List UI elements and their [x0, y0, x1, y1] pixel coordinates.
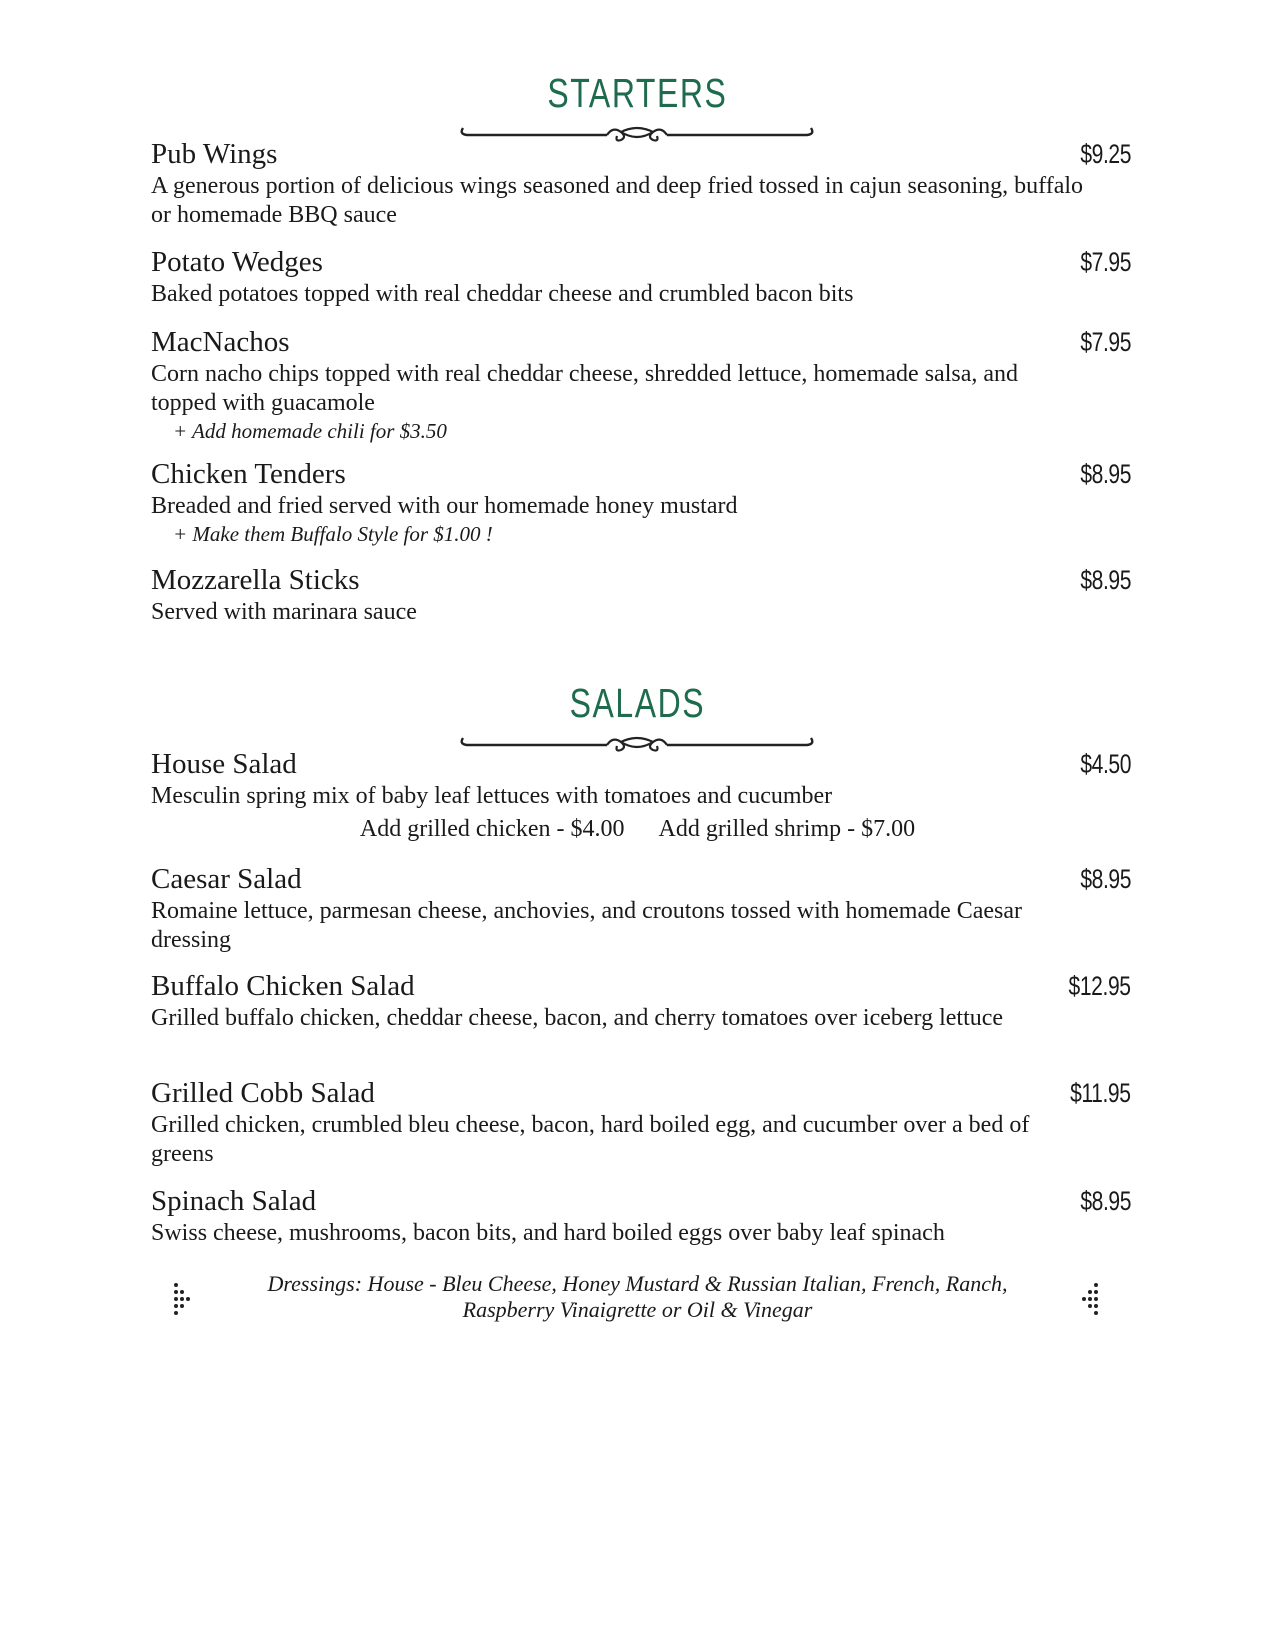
item-description: Grilled chicken, crumbled bleu cheese, bacon, hard boiled egg, and cucumber over a bed of greens	[151, 1112, 1030, 1167]
salads-title: SALADS	[569, 680, 706, 726]
item-price: $4.50	[1080, 749, 1131, 779]
item-description: Baked potatoes topped with real cheddar cheese and crumbled bacon bits	[151, 281, 854, 307]
item-description: Mesculin spring mix of baby leaf lettuces with tomatoes and cucumber	[151, 783, 833, 809]
item-price: $7.95	[1080, 327, 1131, 357]
item-name: Mozzarella Sticks	[151, 564, 360, 596]
menu-item	[151, 863, 1131, 955]
item-name: Caesar Salad	[151, 863, 302, 895]
item-price: $8.95	[1080, 459, 1131, 489]
item-description: Romaine lettuce, parmesan cheese, anchovies, and croutons tossed with homemade Caesar dressing	[151, 898, 1023, 953]
item-name: Buffalo Chicken Salad	[151, 970, 415, 1002]
menu-item	[151, 138, 1131, 230]
menu-item	[151, 564, 1131, 627]
item-name: Potato Wedges	[151, 246, 323, 278]
menu-item	[151, 458, 1131, 548]
item-addon-note: + Make them Buffalo Style for $1.00 !	[173, 522, 493, 546]
item-price: $8.95	[1080, 1186, 1131, 1216]
item-name: House Salad	[151, 748, 297, 780]
addon-chicken: Add grilled chicken - $4.00	[359, 816, 625, 842]
addon-shrimp: Add grilled shrimp - $7.00	[658, 816, 916, 842]
item-description: Breaded and fried served with our homemade honey mustard	[151, 493, 738, 519]
item-description: Grilled buffalo chicken, cheddar cheese, bacon, and cherry tomatoes over iceberg lettuce	[151, 1005, 1004, 1031]
item-name: Grilled Cobb Salad	[151, 1077, 375, 1109]
item-name: MacNachos	[151, 326, 290, 358]
item-description: Corn nacho chips topped with real cheddar cheese, shredded lettuce, homemade salsa, and topped with guacamole	[151, 361, 1019, 416]
item-price: $11.95	[1070, 1078, 1131, 1108]
menu-item	[151, 1077, 1131, 1169]
dressings-note	[200, 1271, 1075, 1323]
menu-item	[151, 970, 1131, 1033]
salad-addons	[0, 816, 1275, 843]
item-price: $7.95	[1080, 247, 1131, 277]
item-description: Swiss cheese, mushrooms, bacon bits, and hard boiled eggs over baby leaf spinach	[151, 1220, 945, 1246]
item-description: Served with marinara sauce	[151, 599, 417, 625]
item-name: Pub Wings	[151, 138, 278, 170]
menu-item	[151, 748, 1131, 811]
menu-item	[151, 1185, 1131, 1248]
item-price: $8.95	[1080, 565, 1131, 595]
item-name: Chicken Tenders	[151, 458, 346, 490]
item-name: Spinach Salad	[151, 1185, 317, 1217]
dot-cluster-right-icon	[1080, 1281, 1100, 1317]
item-price: $12.95	[1068, 971, 1131, 1001]
item-price: $9.25	[1080, 139, 1131, 169]
menu-item	[151, 246, 1131, 309]
dot-cluster-left-icon	[172, 1281, 192, 1317]
menu-item	[151, 326, 1131, 445]
item-addon-note: + Add homemade chili for $3.50	[173, 419, 447, 443]
dressings-line-2: Raspberry Vinaigrette or Oil & Vinegar	[462, 1297, 813, 1322]
dressings-line-1: Dressings: House - Bleu Cheese, Honey Mustard & Russian Italian, French, Ranch,	[267, 1271, 1008, 1296]
item-price: $8.95	[1080, 864, 1131, 894]
starters-title: STARTERS	[547, 70, 728, 116]
item-description: A generous portion of delicious wings seasoned and deep fried tossed in cajun seasoning, buffalo or homemade BBQ sauce	[151, 173, 1084, 228]
